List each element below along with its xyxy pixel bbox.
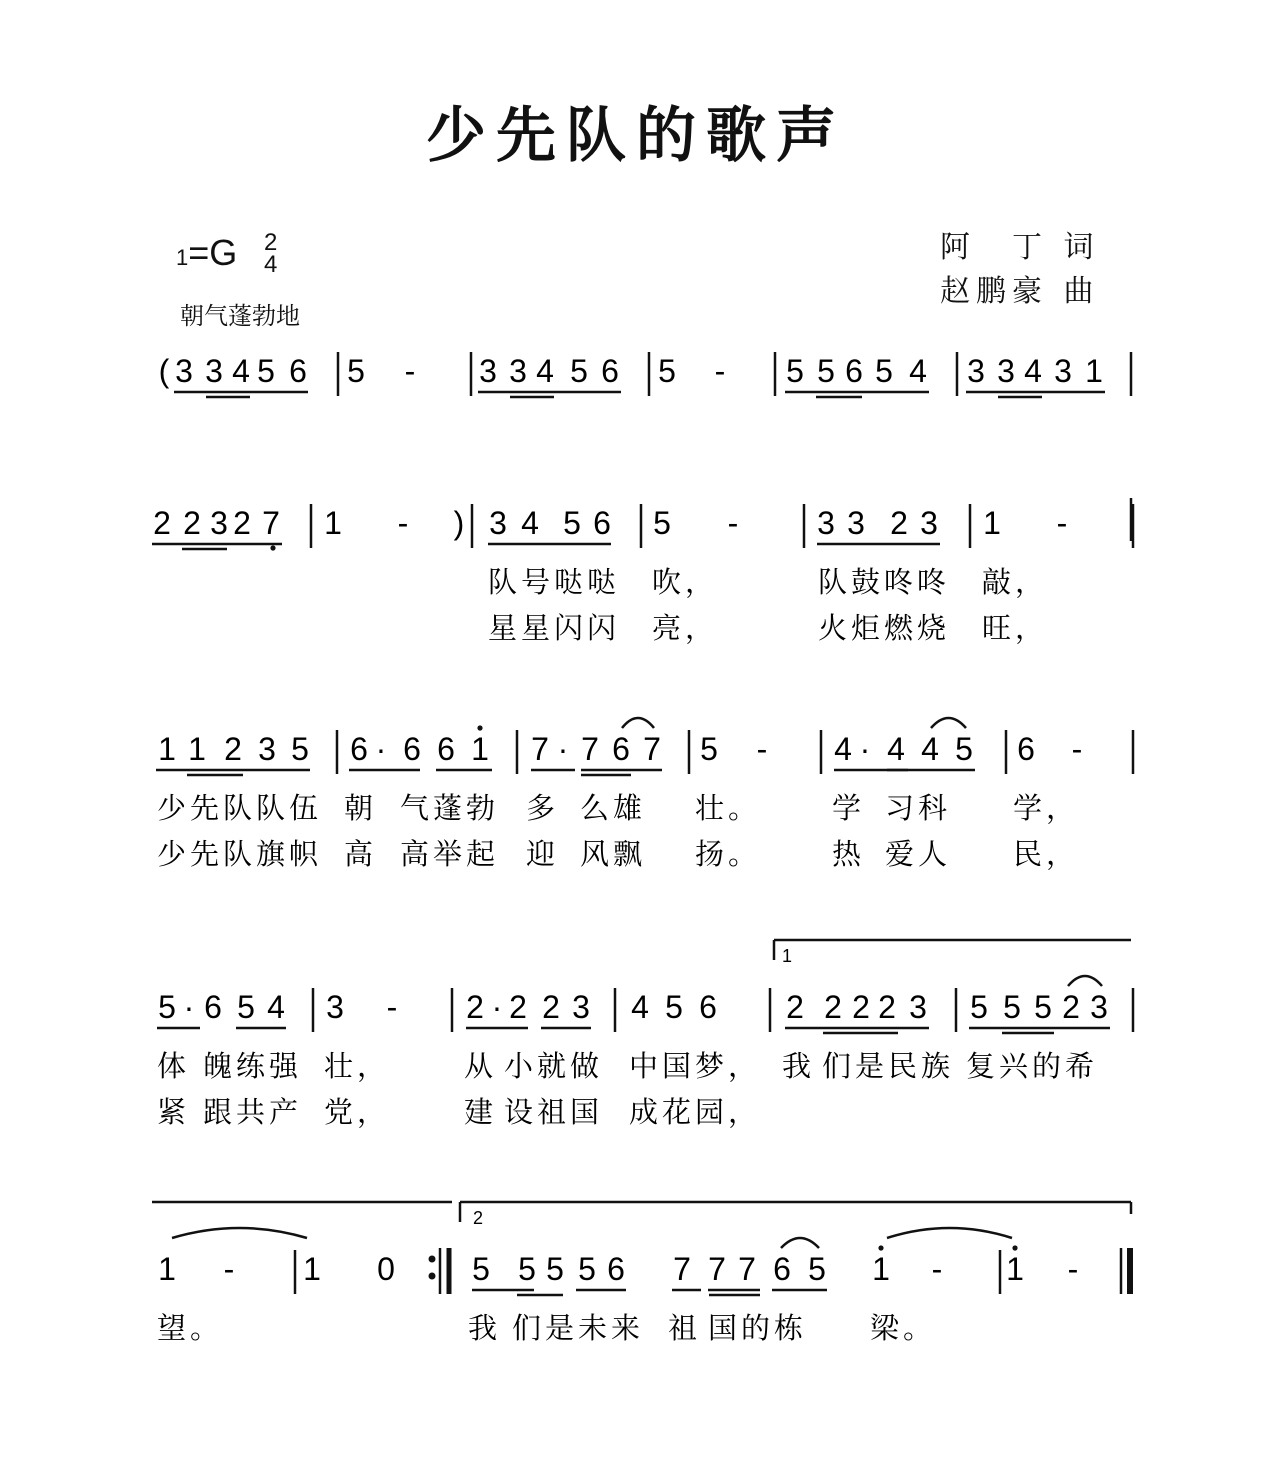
- note: 4: [1024, 353, 1042, 389]
- note: 5: [570, 353, 588, 389]
- note: 1: [188, 731, 206, 767]
- note: 2: [786, 989, 804, 1025]
- note: 2: [824, 989, 842, 1025]
- note: 5: [786, 353, 804, 389]
- note: 6: [593, 505, 611, 541]
- key-equals-g: =G: [188, 232, 238, 273]
- lyric-syllable: 旺，: [982, 611, 1049, 645]
- song-title: 少先队的歌声: [426, 101, 846, 171]
- lyric-syllable: 成花园，: [629, 1095, 762, 1129]
- note: 5: [665, 989, 683, 1025]
- lyric-syllable: 壮，: [324, 1049, 391, 1083]
- lyric-syllable: 亮，: [652, 611, 719, 645]
- lyric-syllable: 扬。: [695, 837, 762, 871]
- note: ·: [375, 731, 387, 767]
- lyric-syllable: 学: [832, 791, 866, 825]
- note: 3: [572, 989, 590, 1025]
- time-signature-bottom: 4: [264, 251, 278, 278]
- note: 3: [920, 505, 938, 541]
- lyric-syllable: 高举起: [400, 837, 500, 871]
- lyric-syllable: 朝: [344, 791, 378, 825]
- tie-slur: [887, 1228, 1012, 1238]
- lyric-syllable: 小就做: [504, 1049, 604, 1083]
- note: ): [453, 505, 465, 541]
- note: 5: [257, 353, 275, 389]
- note: 5: [808, 1251, 826, 1287]
- note: 7: [581, 731, 599, 767]
- note: -: [756, 731, 768, 767]
- note: 5: [546, 1251, 564, 1287]
- lyric-syllable: 紧: [157, 1095, 191, 1129]
- note: 2: [890, 505, 908, 541]
- octave-dot: [1012, 1245, 1017, 1250]
- note: 3: [489, 505, 507, 541]
- note: 1: [158, 731, 176, 767]
- note: 6: [403, 731, 421, 767]
- lyric-syllable: 吹，: [652, 565, 719, 599]
- lyric-syllable: 气蓬勃: [400, 791, 500, 825]
- note: 6: [289, 353, 307, 389]
- note: 2: [542, 989, 560, 1025]
- repeat-dot: [429, 1256, 436, 1263]
- tie-slur: [781, 1238, 819, 1248]
- note: 6: [773, 1251, 791, 1287]
- note: 5: [578, 1251, 596, 1287]
- tempo-marking: 朝气蓬勃地: [180, 302, 300, 330]
- note: 3: [175, 353, 193, 389]
- lyric-syllable: 迎: [526, 837, 560, 871]
- note: 4: [267, 989, 285, 1025]
- note: 5: [291, 731, 309, 767]
- lyric-syllable: 习科: [885, 791, 952, 825]
- note: 5: [658, 353, 676, 389]
- lyric-syllable: 少先队旗帜: [157, 837, 323, 871]
- note: 6: [845, 353, 863, 389]
- note: 3: [997, 353, 1015, 389]
- note: 5: [347, 353, 365, 389]
- note: 5: [237, 989, 255, 1025]
- lyric-syllable: 么雄: [580, 791, 647, 825]
- note: 5: [158, 989, 176, 1025]
- lyric-syllable: 星星闪闪: [488, 611, 621, 645]
- lyric-syllable: 建: [464, 1095, 498, 1129]
- key-tonic-number: 1: [176, 245, 189, 270]
- note: 2: [224, 731, 242, 767]
- lyric-syllable: 爱人: [885, 837, 952, 871]
- note: 7: [531, 731, 549, 767]
- lyric-syllable: 队鼓咚咚: [818, 565, 951, 599]
- lyric-syllable: 跟共产: [203, 1095, 303, 1129]
- lyric-syllable: 风飘: [580, 837, 647, 871]
- note: 7: [262, 505, 280, 541]
- note: 6: [437, 731, 455, 767]
- note: (: [158, 353, 170, 389]
- note: 4: [921, 731, 939, 767]
- note: 3: [847, 505, 865, 541]
- note: 3: [909, 989, 927, 1025]
- repeat-dot: [429, 1273, 436, 1280]
- lyric-syllable: 从: [464, 1049, 498, 1083]
- note: 2: [466, 989, 484, 1025]
- note: 0: [377, 1251, 395, 1287]
- note: ·: [557, 731, 569, 767]
- note: 2: [153, 505, 171, 541]
- note: 5: [955, 731, 973, 767]
- note: 5: [518, 1251, 536, 1287]
- note: 3: [967, 353, 985, 389]
- lyric-syllable: 我: [468, 1311, 502, 1345]
- lyric-syllable: 我: [782, 1049, 816, 1083]
- note: 6: [1017, 731, 1035, 767]
- note: 7: [643, 731, 661, 767]
- note: -: [223, 1251, 235, 1287]
- note: 5: [653, 505, 671, 541]
- note: 3: [1054, 353, 1072, 389]
- note: 3: [817, 505, 835, 541]
- lyric-syllable: 学，: [1013, 791, 1080, 825]
- note: 4: [521, 505, 539, 541]
- note: ·: [491, 989, 503, 1025]
- lyric-syllable: 高: [344, 837, 378, 871]
- lyric-syllable: 火炬燃烧: [818, 611, 951, 645]
- tie-slur: [931, 718, 966, 728]
- note: -: [1056, 505, 1068, 541]
- note: 1: [983, 505, 1001, 541]
- note: -: [727, 505, 739, 541]
- lyric-syllable: 少先队队伍: [157, 791, 323, 825]
- note: 6: [612, 731, 630, 767]
- note: -: [1071, 731, 1083, 767]
- note: 4: [536, 353, 554, 389]
- lyric-syllable: 多: [526, 791, 560, 825]
- note: 6: [204, 989, 222, 1025]
- note: -: [397, 505, 409, 541]
- note: -: [386, 989, 398, 1025]
- lyric-syllable: 魄练强: [203, 1049, 303, 1083]
- note: 6: [350, 731, 368, 767]
- note: ·: [859, 731, 871, 767]
- time-signature-top: 2: [264, 229, 278, 256]
- note: 5: [563, 505, 581, 541]
- note: 5: [1003, 989, 1021, 1025]
- lyric-syllable: 敲，: [982, 565, 1049, 599]
- note: 3: [1090, 989, 1108, 1025]
- note: 7: [738, 1251, 756, 1287]
- octave-dot: [878, 1245, 883, 1250]
- note: 4: [887, 731, 905, 767]
- note: 2: [852, 989, 870, 1025]
- note: 4: [834, 731, 852, 767]
- lyric-syllable: 国的栋: [708, 1311, 808, 1345]
- lyric-syllable: 望。: [157, 1311, 224, 1345]
- note: 2: [233, 505, 251, 541]
- lyric-syllable: 们是民族: [822, 1049, 955, 1083]
- lyric-syllable: 复兴的希: [966, 1049, 1099, 1083]
- lyric-syllable: 们是未来: [512, 1311, 645, 1345]
- tie-slur: [172, 1228, 307, 1238]
- note: ·: [183, 989, 195, 1025]
- note: 6: [699, 989, 717, 1025]
- tie-slur: [1068, 976, 1102, 986]
- note: 1: [303, 1251, 321, 1287]
- note: 6: [607, 1251, 625, 1287]
- note: 2: [183, 505, 201, 541]
- note: 1: [872, 1251, 890, 1287]
- tie-slur: [622, 718, 654, 728]
- note: 4: [232, 353, 250, 389]
- note: 5: [817, 353, 835, 389]
- lyric-syllable: 民，: [1013, 837, 1080, 871]
- note: -: [931, 1251, 943, 1287]
- note: 2: [509, 989, 527, 1025]
- note: 6: [601, 353, 619, 389]
- note: 5: [1034, 989, 1052, 1025]
- note: 3: [479, 353, 497, 389]
- volta-number: 2: [473, 1208, 484, 1228]
- lyric-syllable: 党，: [324, 1095, 391, 1129]
- note: 1: [324, 505, 342, 541]
- note: 5: [970, 989, 988, 1025]
- lyricist-credit: 阿 丁 词: [940, 230, 1100, 265]
- note: 4: [909, 353, 927, 389]
- note: -: [714, 353, 726, 389]
- note: 1: [471, 731, 489, 767]
- note: 1: [1006, 1251, 1024, 1287]
- note: -: [404, 353, 416, 389]
- note: 1: [158, 1251, 176, 1287]
- note: 3: [210, 505, 228, 541]
- note: 3: [258, 731, 276, 767]
- lyric-syllable: 祖: [668, 1311, 702, 1345]
- lyric-syllable: 梁。: [870, 1311, 937, 1345]
- lyric-syllable: 设祖国: [504, 1095, 604, 1129]
- octave-dot: [477, 725, 482, 730]
- note: 2: [878, 989, 896, 1025]
- lyric-syllable: 中国梦，: [629, 1049, 762, 1083]
- lyric-syllable: 壮。: [695, 791, 762, 825]
- note: 1: [1085, 353, 1103, 389]
- note: 5: [875, 353, 893, 389]
- note: 4: [631, 989, 649, 1025]
- note: 7: [673, 1251, 691, 1287]
- composer-credit: 赵鹏豪 曲: [940, 274, 1100, 309]
- note: 3: [326, 989, 344, 1025]
- volta-number: 1: [782, 946, 793, 966]
- note: 5: [700, 731, 718, 767]
- lyric-syllable: 体: [157, 1049, 191, 1083]
- note: 3: [205, 353, 223, 389]
- octave-dot: [270, 545, 275, 550]
- lyric-syllable: 热: [832, 837, 866, 871]
- note: -: [1067, 1251, 1079, 1287]
- note: 3: [509, 353, 527, 389]
- lyric-syllable: 队号哒哒: [488, 565, 621, 599]
- note: 5: [472, 1251, 490, 1287]
- note: 7: [708, 1251, 726, 1287]
- note: 2: [1062, 989, 1080, 1025]
